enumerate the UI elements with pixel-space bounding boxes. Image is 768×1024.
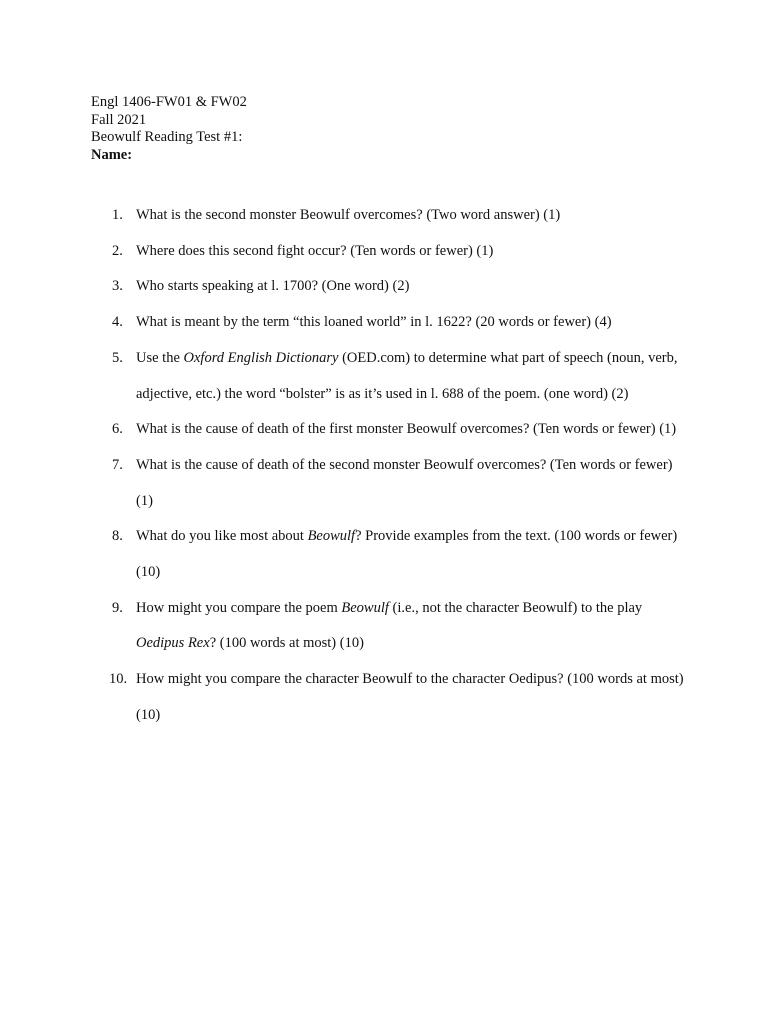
- question-item: [91, 341, 691, 412]
- question-text: How might you compare the character Beowulf to the character Oedipus? (100 words at most) (10): [136, 671, 684, 723]
- question-item: [91, 662, 691, 733]
- question-number: 8.: [112, 528, 123, 545]
- question-text: What is the cause of death of the second monster Beowulf overcomes? (Ten words or fewer) (1): [136, 456, 673, 509]
- question-text-post: ? (100 words at most) (10): [209, 635, 364, 652]
- oed-title: Oxford English Dictionary: [183, 349, 339, 366]
- question-text: Where does this second fight occur? (Ten words or fewer) (1): [136, 242, 494, 259]
- question-text: Who starts speaking at l. 1700? (One word) (2): [136, 278, 410, 295]
- question-number: 2.: [112, 242, 123, 259]
- question-item: [91, 198, 691, 234]
- question-text-pre: What do you like most about: [136, 528, 308, 545]
- question-item: [91, 448, 691, 519]
- question-text-post: (OED.com) to determine what part of speech (noun, verb, adjective, etc.) the word “bolster” is as it’s used in l. 688 of the poem. (one word) (2): [136, 349, 678, 402]
- question-text: What is meant by the term “this loaned world” in l. 1622? (20 words or fewer) (4): [136, 314, 612, 331]
- question-item: [91, 591, 691, 662]
- question-number: 9.: [112, 599, 123, 616]
- beowulf-title: Beowulf: [307, 528, 356, 545]
- question-text-pre: How might you compare the poem: [136, 599, 342, 616]
- document-header: [91, 94, 247, 164]
- question-number: 1.: [112, 207, 123, 223]
- question-number: 3.: [112, 278, 123, 295]
- question-text: [136, 591, 691, 662]
- question-text-post: ? Provide examples from the text. (100 words or fewer) (10): [136, 528, 678, 581]
- question-number: 7.: [112, 456, 123, 473]
- question-number: 4.: [112, 314, 123, 331]
- course-line: Engl 1406-FW01 & FW02: [91, 94, 247, 110]
- name-label: Name:: [91, 146, 133, 163]
- question-text: [136, 519, 691, 590]
- question-item: [91, 412, 691, 448]
- oedipus-rex-title: Oedipus Rex: [136, 635, 210, 652]
- question-number: 10.: [109, 671, 128, 688]
- term-line: Fall 2021: [91, 111, 147, 128]
- question-item: [91, 234, 691, 270]
- beowulf-title: Beowulf: [341, 599, 389, 616]
- test-title: Beowulf Reading Test #1:: [91, 129, 243, 145]
- question-item: [91, 269, 691, 305]
- question-text: What is the cause of death of the first monster Beowulf overcomes? (Ten words or fewer) (1): [136, 421, 677, 438]
- question-item: [91, 519, 691, 590]
- question-item: [91, 305, 691, 341]
- question-text-pre: Use the: [136, 349, 184, 366]
- question-list: [91, 198, 691, 734]
- question-number: 5.: [112, 349, 123, 366]
- question-text: What is the second monster Beowulf overcomes? (Two word answer) (1): [136, 207, 561, 223]
- question-text: [136, 341, 691, 412]
- question-text-mid: (i.e., not the character Beowulf) to the play: [388, 599, 643, 616]
- question-number: 6.: [112, 421, 123, 438]
